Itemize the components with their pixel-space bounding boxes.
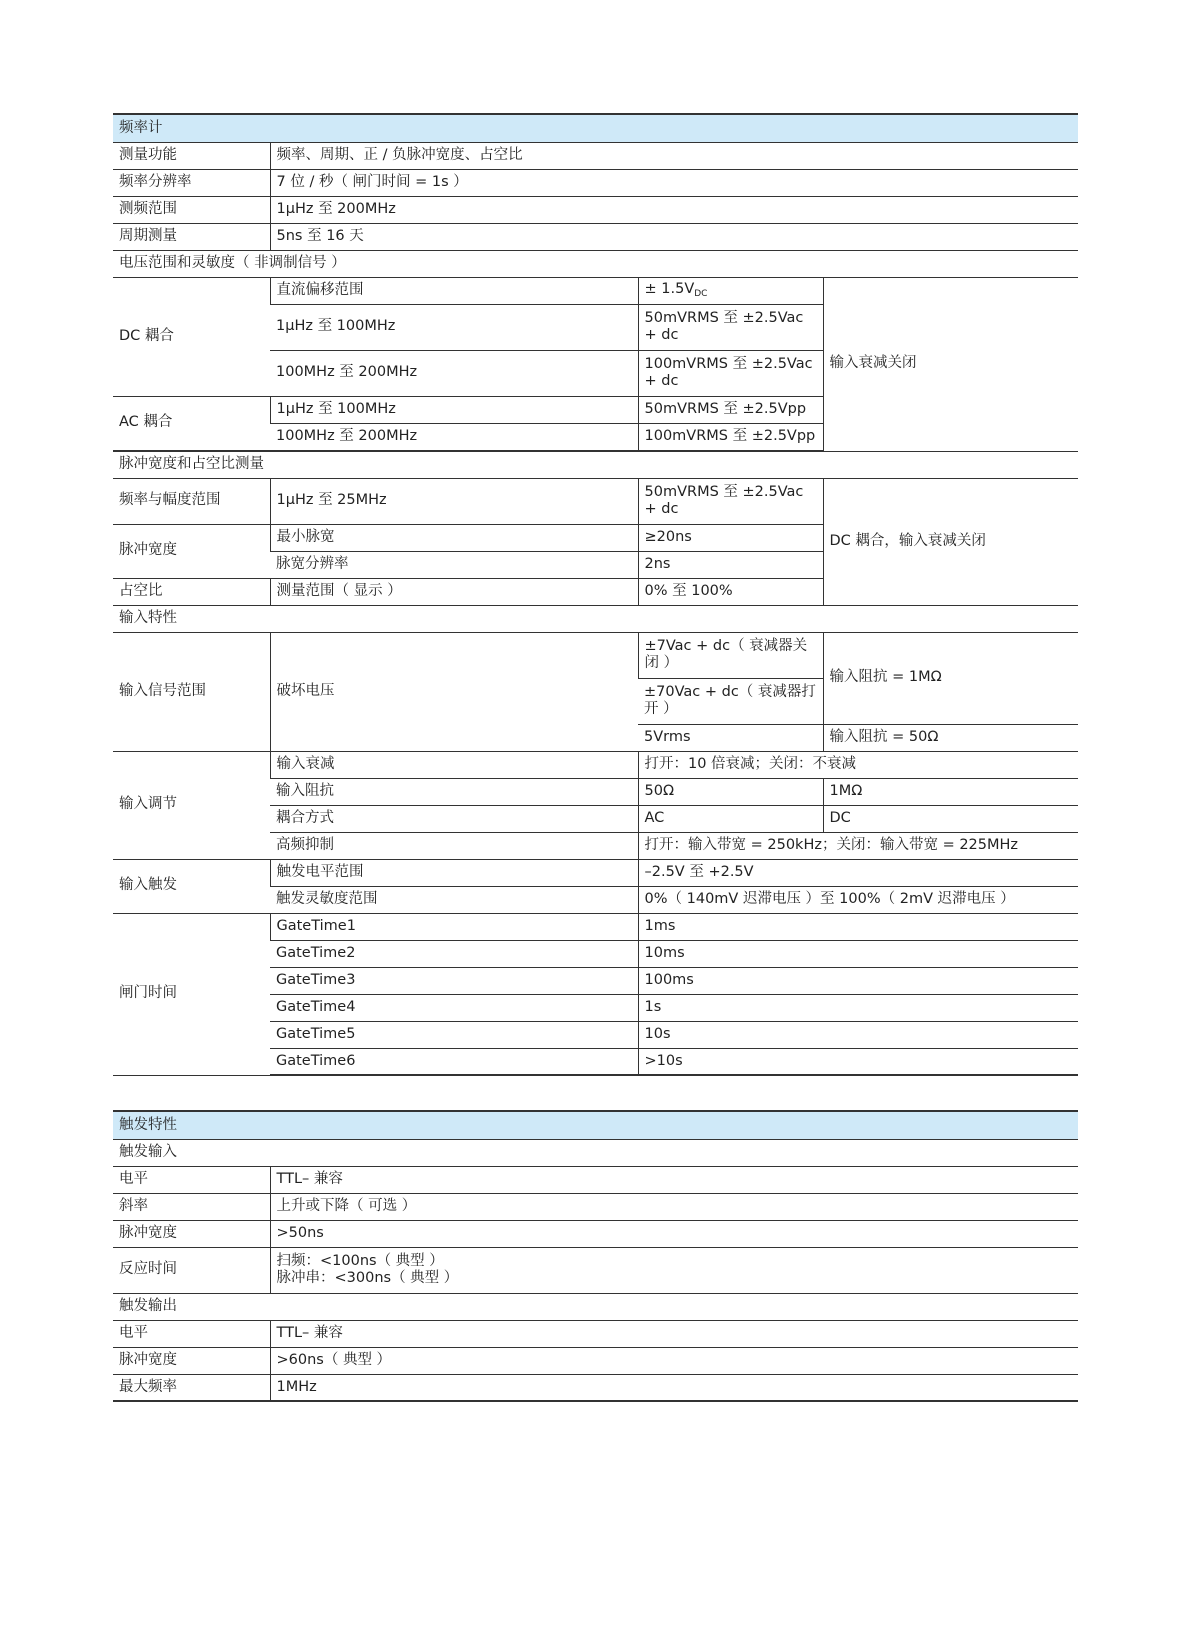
row-label: 1μHz 至 100MHz bbox=[270, 396, 638, 423]
row-value bbox=[270, 1247, 1078, 1293]
row-label: 脉宽分辨率 bbox=[270, 551, 638, 578]
impedance-low: 输入阻抗 = 50Ω bbox=[823, 724, 1078, 751]
pulse-note: DC 耦合，输入衰减关闭 bbox=[823, 478, 1078, 605]
row-value: 100mVRMS 至 ±2.5Vac + dc bbox=[638, 350, 823, 396]
row-value: 5Vrms bbox=[638, 724, 823, 751]
response-line-2: 脉冲串：<300ns（ 典型 ） bbox=[276, 1270, 459, 1286]
attenuation-off-note: 输入衰减关闭 bbox=[823, 277, 1078, 451]
subsection-input-characteristics: 输入特性 bbox=[113, 605, 1078, 632]
row-value: ≥20ns bbox=[638, 524, 823, 551]
row-label: 周期测量 bbox=[113, 223, 270, 250]
row-label: 频率分辨率 bbox=[113, 169, 270, 196]
row-value: >60ns（ 典型 ） bbox=[270, 1347, 1078, 1374]
subsection-trigger-input: 触发输入 bbox=[113, 1139, 1078, 1166]
gate-time-label: 闸门时间 bbox=[113, 913, 270, 1075]
impedance-high: 输入阻抗 = 1MΩ bbox=[823, 632, 1078, 724]
trigger-characteristics-table bbox=[113, 1110, 1078, 1402]
response-line-1: 扫频：<100ns（ 典型 ） bbox=[276, 1252, 444, 1269]
row-label: 频率与幅度范围 bbox=[113, 478, 270, 524]
input-adjust-label: 输入调节 bbox=[113, 751, 270, 859]
row-label: 电平 bbox=[113, 1320, 270, 1347]
gate-name: GateTime5 bbox=[270, 1021, 638, 1048]
row-value: 7 位 / 秒（ 闸门时间 = 1s ） bbox=[270, 169, 1078, 196]
input-range-label: 输入信号范围 bbox=[113, 632, 270, 751]
row-label: 斜率 bbox=[113, 1193, 270, 1220]
row-value: 50mVRMS 至 ±2.5Vpp bbox=[638, 396, 823, 423]
pulse-width-label: 脉冲宽度 bbox=[113, 524, 270, 578]
row-value: TTL– 兼容 bbox=[270, 1320, 1078, 1347]
gate-name: GateTime3 bbox=[270, 967, 638, 994]
frequency-counter-table bbox=[113, 113, 1078, 1076]
row-label: 100MHz 至 200MHz bbox=[270, 350, 638, 396]
row-value: 打开：输入带宽 = 250kHz；关闭：输入带宽 = 225MHz bbox=[638, 832, 1078, 859]
row-label: 测量范围（ 显示 ） bbox=[270, 578, 638, 605]
row-label: 直流偏移范围 bbox=[270, 277, 638, 304]
row-label: 耦合方式 bbox=[270, 805, 638, 832]
row-value: 100mVRMS 至 ±2.5Vpp bbox=[638, 423, 823, 450]
row-value: 打开：10 倍衰减；关闭：不衰减 bbox=[638, 751, 1078, 778]
row-value: 50Ω bbox=[638, 778, 823, 805]
gate-value: 10ms bbox=[638, 940, 1078, 967]
row-value: >50ns bbox=[270, 1220, 1078, 1247]
row-value: 2ns bbox=[638, 551, 823, 578]
row-label: 输入衰减 bbox=[270, 751, 638, 778]
row-value: TTL– 兼容 bbox=[270, 1166, 1078, 1193]
row-value: 5ns 至 16 天 bbox=[270, 223, 1078, 250]
row-label: 输入阻抗 bbox=[270, 778, 638, 805]
row-value: DC bbox=[823, 805, 1078, 832]
section-header-trigger: 触发特性 bbox=[113, 1111, 1078, 1139]
row-label: 触发灵敏度范围 bbox=[270, 886, 638, 913]
row-label: 脉冲宽度 bbox=[113, 1220, 270, 1247]
row-label: 最大频率 bbox=[113, 1374, 270, 1401]
row-value: ±7Vac + dc（ 衰减器关闭 ） bbox=[638, 632, 823, 678]
row-value: AC bbox=[638, 805, 823, 832]
row-label: 脉冲宽度 bbox=[113, 1347, 270, 1374]
row-label: 1μHz 至 100MHz bbox=[270, 304, 638, 350]
row-value: –2.5V 至 +2.5V bbox=[638, 859, 1078, 886]
duty-label: 占空比 bbox=[113, 578, 270, 605]
row-value: 0% 至 100% bbox=[638, 578, 823, 605]
section-header-frequency-counter: 频率计 bbox=[113, 114, 1078, 142]
row-label: 电平 bbox=[113, 1166, 270, 1193]
gate-value: >10s bbox=[638, 1048, 1078, 1075]
row-value: 1μHz 至 200MHz bbox=[270, 196, 1078, 223]
row-label: 最小脉宽 bbox=[270, 524, 638, 551]
gate-name: GateTime2 bbox=[270, 940, 638, 967]
row-label: 高频抑制 bbox=[270, 832, 638, 859]
row-value: 50mVRMS 至 ±2.5Vac + dc bbox=[638, 478, 823, 524]
row-value: 频率、周期、正 / 负脉冲宽度、占空比 bbox=[270, 142, 1078, 169]
row-label: 测量功能 bbox=[113, 142, 270, 169]
gate-value: 1s bbox=[638, 994, 1078, 1021]
row-value bbox=[638, 277, 823, 304]
ac-coupling-label: AC 耦合 bbox=[113, 396, 270, 450]
offset-value: ± 1.5V bbox=[644, 281, 695, 298]
subsection-voltage-range: 电压范围和灵敏度（ 非调制信号 ） bbox=[113, 250, 1078, 277]
row-label: 测频范围 bbox=[113, 196, 270, 223]
row-value: 1MΩ bbox=[823, 778, 1078, 805]
row-value: 50mVRMS 至 ±2.5Vac + dc bbox=[638, 304, 823, 350]
offset-subscript: DC bbox=[694, 289, 708, 300]
row-label: 反应时间 bbox=[113, 1247, 270, 1293]
row-value: 0%（ 140mV 迟滞电压 ）至 100%（ 2mV 迟滞电压 ） bbox=[638, 886, 1078, 913]
gate-value: 10s bbox=[638, 1021, 1078, 1048]
gate-name: GateTime4 bbox=[270, 994, 638, 1021]
gate-value: 1ms bbox=[638, 913, 1078, 940]
row-label: 触发电平范围 bbox=[270, 859, 638, 886]
gate-name: GateTime6 bbox=[270, 1048, 638, 1075]
subsection-trigger-output: 触发输出 bbox=[113, 1293, 1078, 1320]
row-label: 100MHz 至 200MHz bbox=[270, 423, 638, 450]
row-value: ±70Vac + dc（ 衰减器打开 ） bbox=[638, 678, 823, 724]
trigger-input-label: 输入触发 bbox=[113, 859, 270, 913]
dc-coupling-label: DC 耦合 bbox=[113, 277, 270, 396]
gate-value: 100ms bbox=[638, 967, 1078, 994]
row-value: 上升或下降（ 可选 ） bbox=[270, 1193, 1078, 1220]
subsection-pulse-width: 脉冲宽度和占空比测量 bbox=[113, 451, 1078, 478]
gate-name: GateTime1 bbox=[270, 913, 638, 940]
damage-voltage-label: 破坏电压 bbox=[270, 632, 638, 751]
row-value: 1μHz 至 25MHz bbox=[270, 478, 638, 524]
row-value: 1MHz bbox=[270, 1374, 1078, 1401]
